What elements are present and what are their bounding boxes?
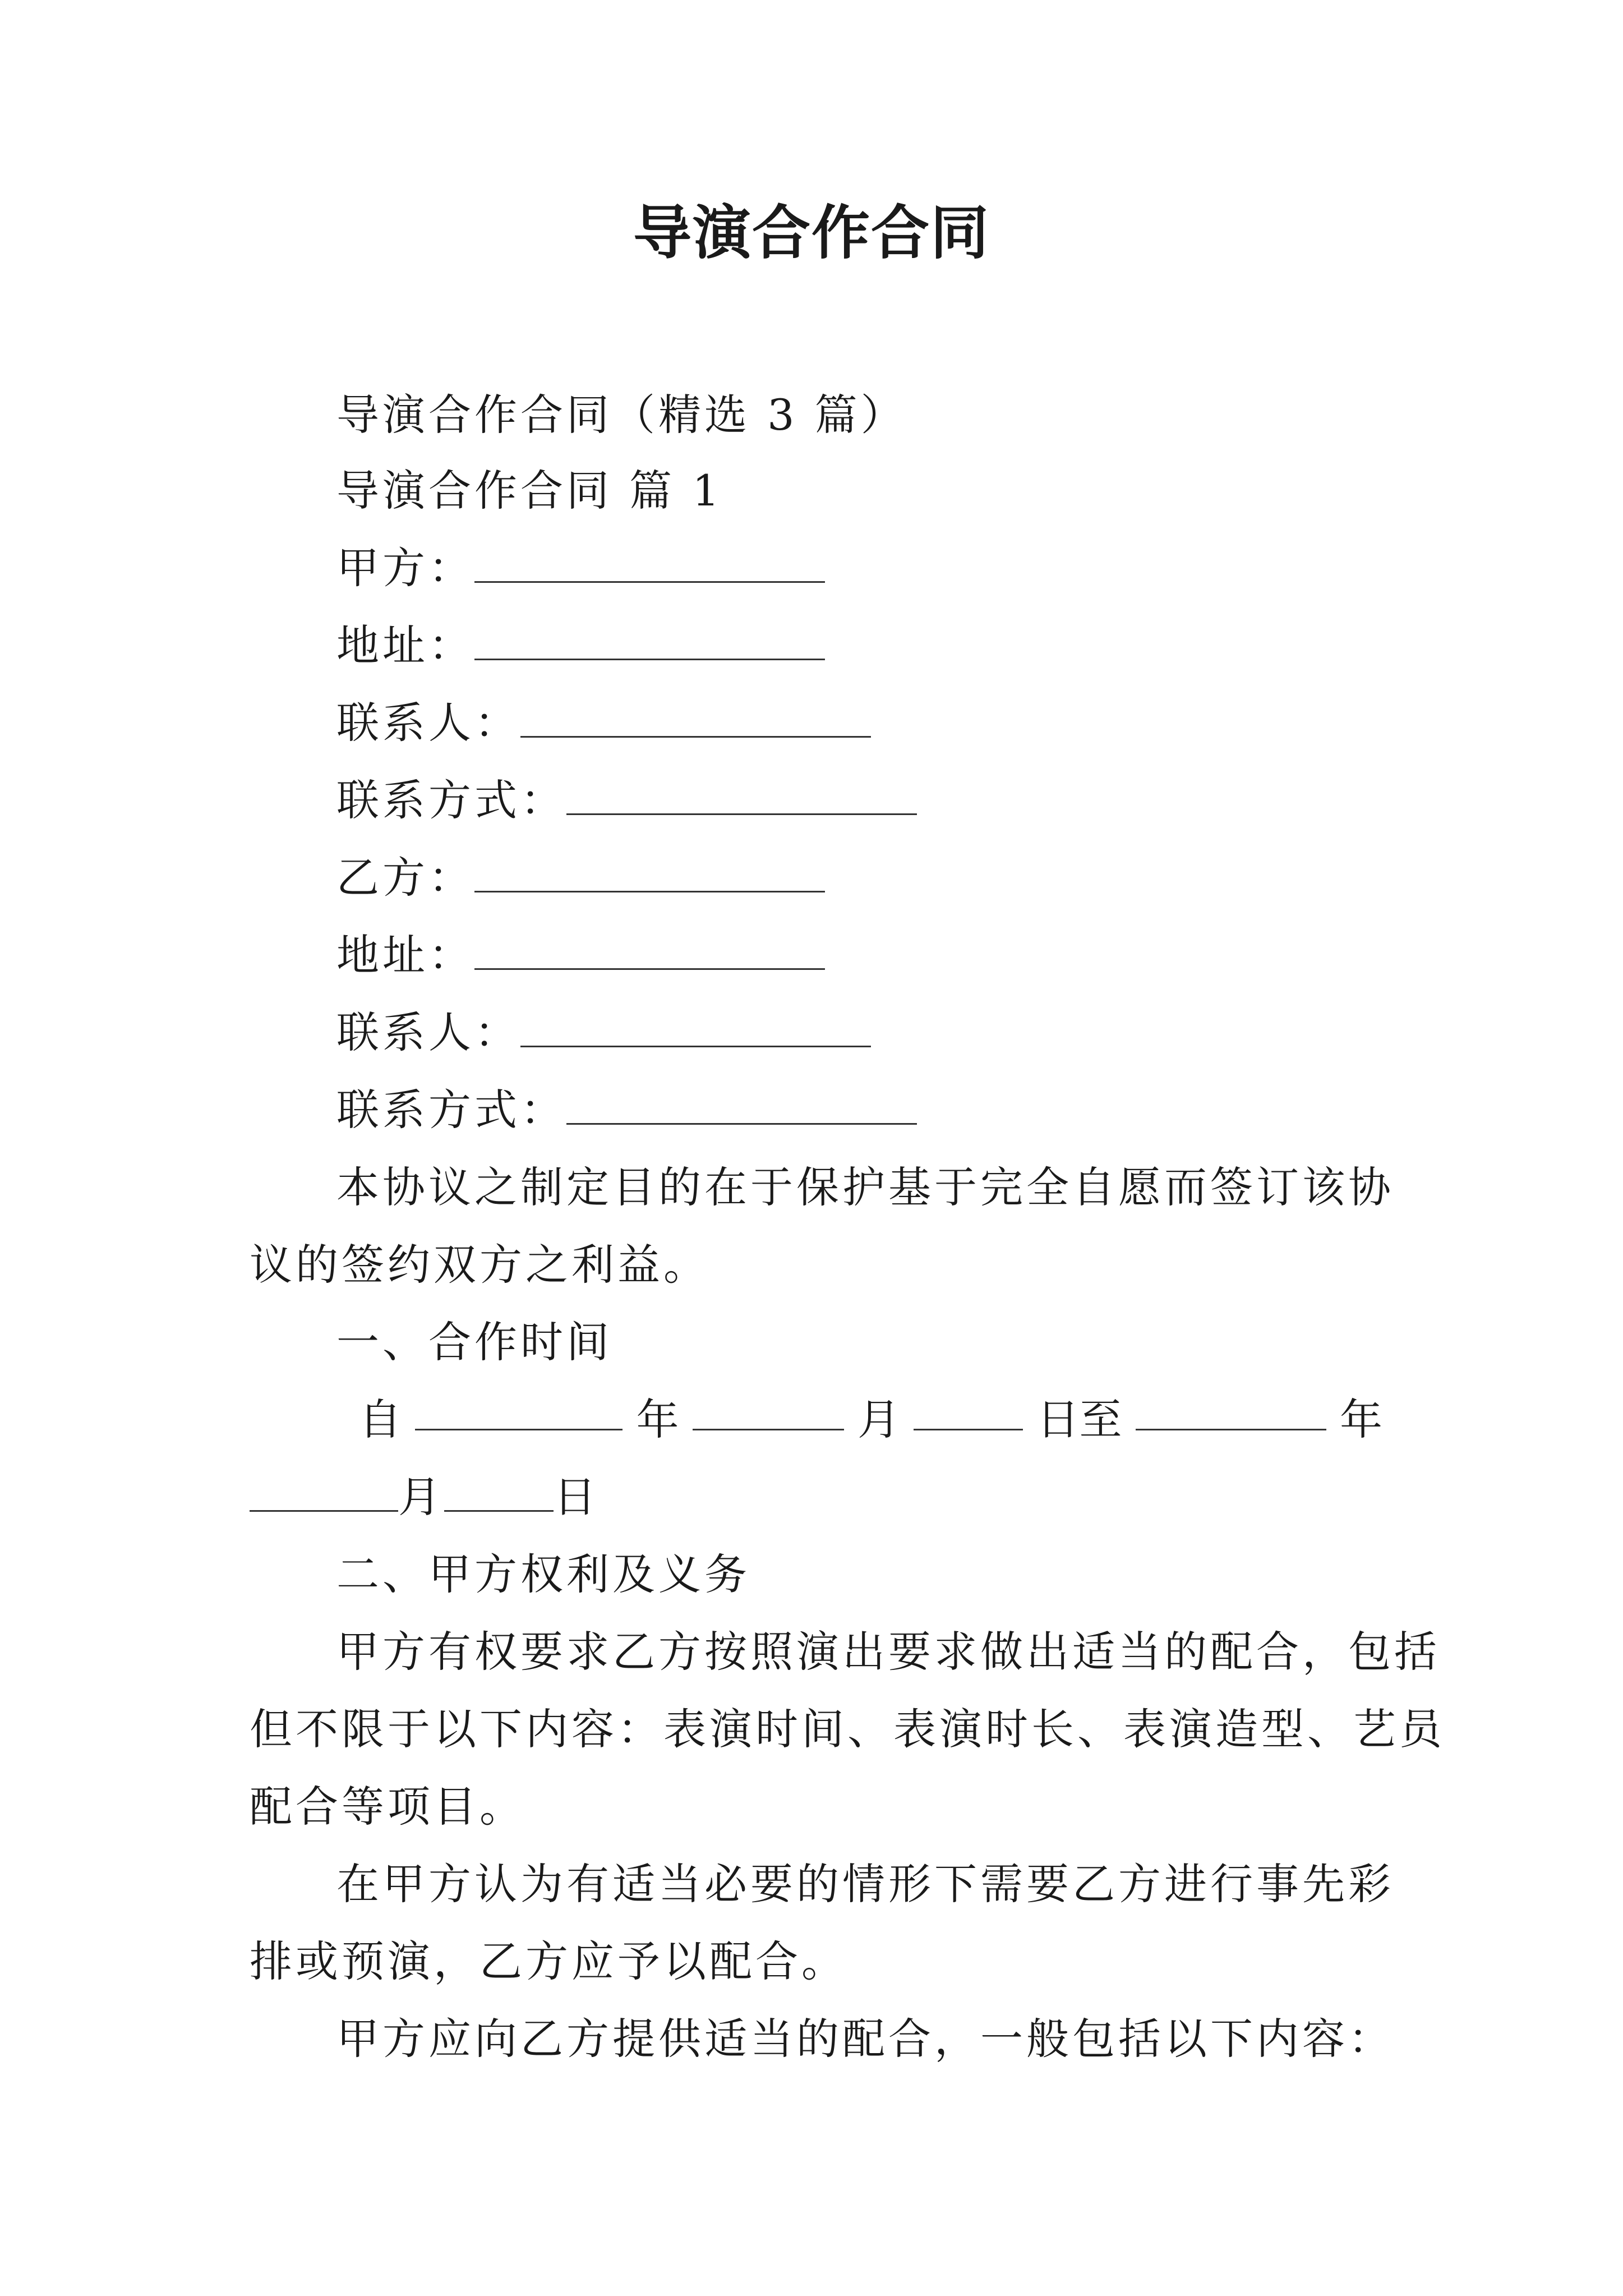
- cooperation-period-row-2: [250, 1469, 600, 1525]
- section-2-p1-line-2: 但不限于以下内容：表演时间、表演时长、表演造型、艺员: [250, 1704, 1445, 1754]
- period-day2-label: 日: [554, 1472, 600, 1522]
- party-b-address-row: [336, 927, 825, 983]
- party-a-contact-label: 联系人：: [336, 698, 520, 748]
- section-2-heading: 二、甲方权利及义务: [336, 1549, 750, 1599]
- party-b-contact-row: [336, 1005, 871, 1061]
- section-1-heading: 一、合作时间: [336, 1317, 612, 1367]
- purpose-line-2: 议的签约双方之利益。: [250, 1240, 709, 1290]
- party-b-contact-method-row: [336, 1082, 917, 1138]
- party-a-contact-method-blank: [566, 776, 917, 815]
- party-b-label: 乙方：: [336, 853, 474, 903]
- start-day-blank: [914, 1392, 1023, 1430]
- period-month-label: 月: [857, 1395, 900, 1444]
- part-heading: 导演合作合同 篇 1: [336, 466, 723, 516]
- party-a-blank: [474, 544, 825, 583]
- party-a-contact-row: [336, 695, 871, 751]
- period-year2-label: 年: [1340, 1395, 1382, 1444]
- party-b-contact-method-blank: [566, 1086, 917, 1125]
- party-b-contact-label: 联系人：: [336, 1007, 520, 1057]
- period-day-to-label: 日至: [1036, 1395, 1122, 1444]
- cooperation-period-row-1: [359, 1392, 1382, 1448]
- period-from: 自: [359, 1395, 402, 1444]
- section-2-p1-line-1: 甲方有权要求乙方按照演出要求做出适当的配合，包括: [336, 1627, 1440, 1677]
- party-a-address-label: 地址：: [336, 620, 474, 670]
- party-b-address-label: 地址：: [336, 930, 474, 980]
- period-year-label: 年: [636, 1395, 679, 1444]
- section-2-p1-line-3: 配合等项目。: [250, 1782, 525, 1832]
- end-month-blank: [250, 1473, 398, 1512]
- document-subtitle: 导演合作合同（精选 3 篇）: [336, 390, 907, 440]
- party-a-contact-method-label: 联系方式：: [336, 775, 566, 825]
- party-a-address-row: [336, 618, 825, 674]
- section-2-p2-line-1: 在甲方认为有适当必要的情形下需要乙方进行事先彩: [336, 1859, 1394, 1909]
- party-a-row: [336, 540, 825, 596]
- party-a-address-blank: [474, 622, 825, 660]
- start-month-blank: [693, 1392, 844, 1430]
- party-a-contact-method-row: [336, 772, 917, 829]
- end-year-blank: [1136, 1392, 1326, 1430]
- party-a-label: 甲方：: [336, 543, 474, 593]
- section-2-p3-line-1: 甲方应向乙方提供适当的配合，一般包括以下内容：: [336, 2014, 1394, 2064]
- document-title: 导演合作合同: [633, 199, 990, 267]
- period-month2-label: 月: [398, 1472, 444, 1522]
- party-b-row: [336, 850, 825, 906]
- section-2-p2-line-2: 排或预演，乙方应予以配合。: [250, 1936, 847, 1986]
- party-b-blank: [474, 854, 825, 892]
- start-year-blank: [415, 1392, 623, 1430]
- party-b-contact-method-label: 联系方式：: [336, 1085, 566, 1135]
- purpose-line-1: 本协议之制定目的在于保护基于完全自愿而签订该协: [336, 1162, 1394, 1212]
- end-day-blank: [444, 1473, 554, 1512]
- party-b-address-blank: [474, 931, 825, 970]
- party-a-contact-blank: [520, 699, 871, 738]
- party-b-contact-blank: [520, 1009, 871, 1047]
